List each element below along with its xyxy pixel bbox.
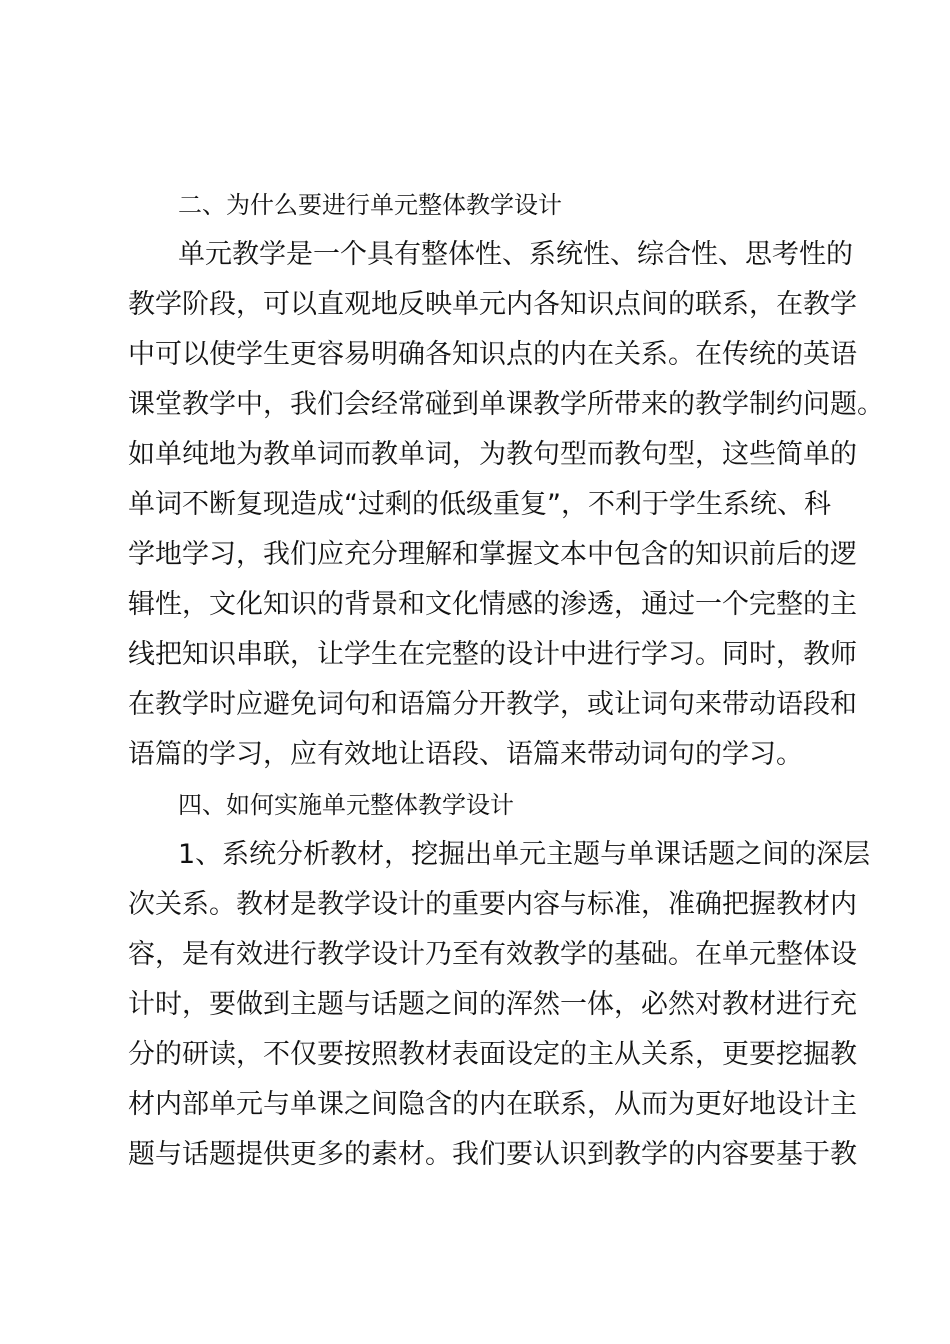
heading-how-implement: 四、如何实施单元整体教学设计 [178,791,514,819]
paragraph-line: 如单纯地为教单词而教单词，为教句型而教句型，这些简单的 [128,439,857,470]
paragraph-line: 材内部单元与单课之间隐含的内在联系，从而为更好地设计主 [128,1089,857,1120]
paragraph-line: 单元教学是一个具有整体性、系统性、综合性、思考性的 [178,239,853,270]
paragraph-line: 容，是有效进行教学设计乃至有效教学的基础。在单元整体设 [128,939,857,970]
paragraph-line: 分的研读，不仅要按照教材表面设定的主从关系，更要挖掘教 [128,1039,857,1070]
paragraph-line: 次关系。教材是教学设计的重要内容与标准，准确把握教材内 [128,889,857,920]
paragraph-line: 中可以使学生更容易明确各知识点的内在关系。在传统的英语 [128,339,857,370]
paragraph-line: 学地学习，我们应充分理解和掌握文本中包含的知识前后的逻 [128,539,857,570]
paragraph-line: 课堂教学中，我们会经常碰到单课教学所带来的教学制约问题。 [128,389,884,420]
paragraph-line: 辑性，文化知识的背景和文化情感的渗透，通过一个完整的主 [128,589,857,620]
paragraph-line: 题与话题提供更多的素材。我们要认识到教学的内容要基于教 [128,1139,857,1170]
paragraph-line: 教学阶段，可以直观地反映单元内各知识点间的联系，在教学 [128,289,857,320]
paragraph-line: 语篇的学习，应有效地让语段、语篇来带动词句的学习。 [128,739,803,770]
heading-why-unit-design: 二、为什么要进行单元整体教学设计 [178,191,562,219]
paragraph-line: 单词不断复现造成“过剩的低级重复”，不利于学生系统、科 [128,489,831,520]
paragraph-line: 1、系统分析教材，挖掘出单元主题与单课话题之间的深层 [178,839,871,870]
paragraph-line: 计时，要做到主题与话题之间的浑然一体，必然对教材进行充 [128,989,857,1020]
paragraph-line: 线把知识串联，让学生在完整的设计中进行学习。同时，教师 [128,639,857,670]
paragraph-line: 在教学时应避免词句和语篇分开教学，或让词句来带动语段和 [128,689,857,720]
